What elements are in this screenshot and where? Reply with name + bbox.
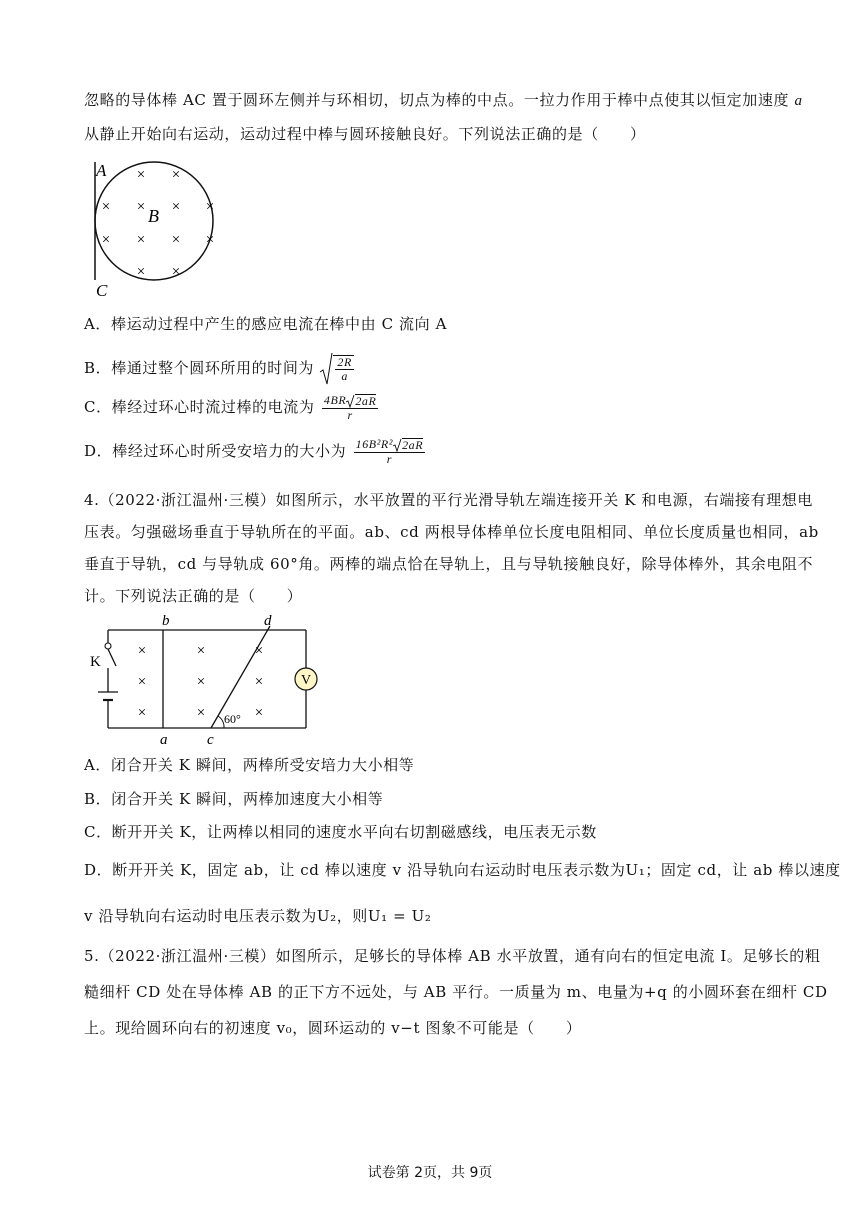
q4-option-a: A．闭合开关 K 瞬间，两棒所受安培力大小相等: [84, 756, 415, 774]
figure-rail-circuit: [84, 610, 324, 750]
cross: ×: [196, 705, 206, 721]
q3-option-d-text: D．棒经过环心时所受安培力的大小为: [84, 442, 347, 461]
cross: ×: [101, 232, 111, 248]
label-d: d: [264, 613, 272, 629]
q3-option-c-text: C．棒经过环心时流过棒的电流为: [84, 398, 315, 417]
figure-circle-field: [84, 152, 234, 302]
num-radicand: 2aR: [402, 438, 424, 453]
fraction: [354, 438, 426, 466]
cross: ×: [254, 705, 264, 721]
q5-line-2: 糙细杆 CD 处在导体棒 AB 的正下方不远处，与 AB 平行。一质量为 m、电量为+q 的小圆环套在细杆 CD: [84, 983, 828, 1001]
q4-line-3: 垂直于导轨，cd 与导轨成 60°角。两棒的端点恰在导轨上，且与导轨接触良好，除导体棒外，其余电阻不: [84, 555, 814, 573]
label-a: a: [160, 732, 168, 748]
intro-line-1-text: 忽略的导体棒 AC 置于圆环左侧并与环相切，切点为棒的中点。一拉力作用于棒中点使其以恒定加速度: [84, 91, 790, 109]
q5-line-3: 上。现给圆环向右的初速度 v₀，圆环运动的 v−t 图象不可能是（ ）: [84, 1019, 582, 1037]
intro-line-1: [84, 90, 803, 111]
frac-den: r: [347, 408, 353, 423]
q3-option-d: [84, 438, 425, 466]
q4-line-2: 压表。匀强磁场垂直于导轨所在的平面。ab、cd 两根导体棒单位长度电阻相同、单位长度质量也相同，ab: [84, 523, 819, 541]
cross: ×: [137, 705, 147, 721]
page-footer: 试卷第 2页，共 9页: [367, 1165, 493, 1181]
q4-line-1: 4.（2022·浙江温州·三模）如图所示，水平放置的平行光滑导轨左端连接开关 K 和电源，右端接有理想电: [84, 491, 813, 509]
frac-den: a: [341, 369, 348, 383]
q4-option-d-line-2: v 沿导轨向右运动时电压表示数为U₂，则U₁ = U₂: [84, 907, 432, 925]
cross: ×: [101, 199, 111, 215]
num-pre: 16B²R²: [355, 437, 394, 451]
sqrt-expression: [319, 352, 354, 386]
cross: ×: [171, 199, 181, 215]
num-pre: 4BR: [323, 393, 347, 407]
q4-option-c: C．断开开关 K，让两棒以相同的速度水平向右切割磁感线，电压表无示数: [84, 823, 597, 841]
field-crosses: [138, 643, 263, 721]
label-b: b: [162, 613, 170, 629]
q5-line-1: 5.（2022·浙江温州·三模）如图所示，足够长的导体棒 AB 水平放置，通有向右的恒定电流 I。足够长的粗: [84, 947, 821, 965]
frac-num: 2R: [337, 355, 352, 369]
cross: ×: [136, 167, 146, 183]
label-A: A: [96, 161, 107, 180]
switch-blade: [108, 649, 116, 666]
cross: ×: [136, 232, 146, 248]
q3-option-c: [84, 394, 378, 422]
q4-option-d-line-1: D．断开开关 K，固定 ab，让 cd 棒以速度 v 沿导轨向右运动时电压表示数为U₁；固定 cd，让 ab 棒以速度: [84, 861, 841, 879]
cross: ×: [171, 264, 181, 280]
intro-line-2: 从静止开始向右运动，运动过程中棒与圆环接触良好。下列说法正确的是（ ）: [84, 125, 646, 143]
cross: ×: [205, 232, 215, 248]
label-B: B: [148, 206, 159, 226]
label-K: K: [90, 654, 101, 670]
q3-option-a: A．棒运动过程中产生的感应电流在棒中由 C 流向 A: [84, 315, 448, 333]
cross: ×: [137, 643, 147, 659]
cross: ×: [171, 167, 181, 183]
fraction: [322, 394, 379, 422]
frac-den: r: [386, 452, 393, 467]
cross: ×: [171, 232, 181, 248]
voltmeter-label: V: [300, 673, 312, 688]
label-C: C: [96, 281, 108, 300]
angle-label: 60°: [224, 712, 241, 726]
num-radicand: 2aR: [355, 394, 377, 409]
cross: ×: [196, 643, 206, 659]
switch-pivot: [105, 643, 111, 649]
label-c: c: [207, 732, 214, 748]
var-a: a: [794, 93, 803, 109]
cross: ×: [136, 199, 146, 215]
cross: ×: [137, 674, 147, 690]
cross: ×: [205, 199, 215, 215]
cross: ×: [136, 264, 146, 280]
q3-option-b-text: B．棒通过整个圆环所用的时间为: [84, 359, 315, 377]
cross: ×: [254, 674, 264, 690]
q4-option-b: B．闭合开关 K 瞬间，两棒加速度大小相等: [84, 790, 384, 808]
cross: ×: [196, 674, 206, 690]
q4-line-4: 计。下列说法正确的是（ ）: [84, 587, 303, 605]
cross: ×: [254, 643, 264, 659]
q3-option-b: [84, 352, 354, 386]
